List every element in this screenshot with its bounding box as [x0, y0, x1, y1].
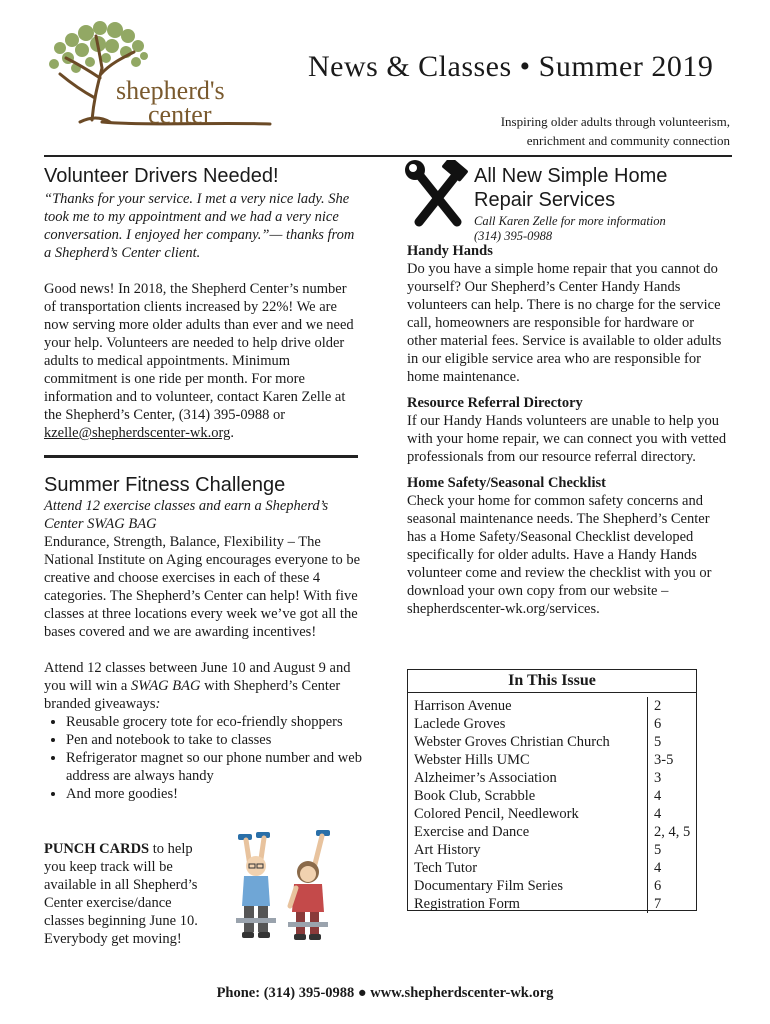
resource-referral-body: If our Handy Hands volunteers are unable to help you with your home repair, we can connect you with vetted professionals from our resource referral directory. [407, 413, 727, 465]
issue-topic: Webster Groves Christian Church [408, 733, 648, 751]
fitness-para2 [44, 659, 362, 713]
fitness-para2-a: Attend 12 classes between June 10 and August 9 and you will win a [44, 660, 351, 694]
issue-page: 4 [654, 788, 662, 804]
fitness-subhead: Attend 12 exercise classes and earn a Shepherd’s Center SWAG BAG [44, 498, 329, 532]
issue-topic: Colored Pencil, Needlework [408, 805, 648, 823]
issue-topic: Exercise and Dance [408, 823, 648, 841]
issue-topic: Harrison Avenue [408, 697, 648, 715]
fitness-section [44, 473, 362, 803]
list-item: • And more goodies! [66, 785, 362, 803]
newsletter-title: News & Classes • Summer 2019 [308, 50, 714, 83]
logo-text-center: center [148, 100, 212, 129]
issue-topic: Laclede Groves [408, 715, 648, 733]
issue-topic: Webster Hills UMC [408, 751, 648, 769]
table-row [408, 895, 696, 913]
table-row [408, 697, 696, 715]
issue-page: 5 [654, 842, 662, 858]
footer-contact: Phone: (314) 395-0988 ● www.shepherdscenter-wk.org [216, 985, 554, 1001]
issue-table [408, 693, 696, 913]
home-safety-title: Home Safety/Seasonal Checklist [407, 475, 606, 491]
list-item: • Reusable grocery tote for eco-friendly shoppers [66, 713, 362, 731]
volunteer-quote: “Thanks for your service. I met a very nice lady. She took me to my appointment and we had a very nice conversation. I enjoyed her company.”— thanks from a Shepherd’s Center client. [44, 191, 355, 261]
swag-bag-text: SWAG BAG [131, 678, 201, 694]
senior-woman-icon [288, 830, 330, 940]
issue-topic: Book Club, Scrabble [408, 787, 648, 805]
tagline-line-2: enrichment and community connection [526, 133, 730, 148]
issue-topic: Documentary Film Series [408, 877, 648, 895]
table-row [408, 769, 696, 787]
table-row [408, 751, 696, 769]
punch-cards-note [44, 840, 212, 948]
fitness-para2-colon: : [155, 696, 161, 712]
issue-page: 4 [654, 806, 662, 822]
issue-topic: Registration Form [408, 895, 648, 913]
table-row [408, 733, 696, 751]
repair-heading-line-2: Repair Services [474, 189, 616, 211]
section-divider [44, 455, 358, 458]
tagline-line-1: Inspiring older adults through volunteerism, [500, 114, 730, 129]
issue-page: 4 [654, 860, 662, 876]
header-divider [44, 155, 732, 157]
punch-cards-text: to help you keep track will be available in all Shepherd’s Center exercise/dance classes beginning June 10. Everybody get moving! [44, 841, 198, 947]
issue-topic: Tech Tutor [408, 859, 648, 877]
table-row [408, 805, 696, 823]
logo-text-shepherds: shepherd's [116, 76, 225, 105]
in-this-issue-box [407, 669, 697, 911]
issue-page: 7 [654, 896, 662, 912]
table-row [408, 841, 696, 859]
table-row [408, 877, 696, 895]
volunteer-body-text: Good news! In 2018, the Shepherd Center’s number of transportation clients increased by 22%! We are now serving more older adults than ever and we need your help. Volunteers are needed to help drive older adults to medical appointments. Minimum commitment is one ride per month. For more information and to volunteer, contact Karen Zelle at the Shepherd’s Center, (314) 395-0988 or [44, 281, 354, 423]
giveaway-list [44, 713, 362, 803]
repair-heading-line-1: All New Simple Home [474, 165, 668, 187]
hammer-wrench-icon [405, 160, 469, 230]
fitness-body: Endurance, Strength, Balance, Flexibility – The National Institute on Aging encourages everyone to be creative and choose exercises in each of these 4 categories. The Shepherd’s Center can help! With five classes at three locations every week we’ve got all the bases covered and we are awarding incentives! [44, 534, 361, 640]
issue-page: 5 [654, 734, 662, 750]
fitness-para2-b: with Shepherd’s Center branded giveaways [44, 678, 341, 712]
volunteer-section [44, 164, 362, 442]
volunteer-email-tail: . [230, 425, 234, 441]
list-item: • Refrigerator magnet so our phone number and web address are always handy [66, 749, 362, 785]
resource-referral-title: Resource Referral Directory [407, 395, 583, 411]
tagline [400, 112, 730, 150]
repair-contact-line-1: Call Karen Zelle for more information [474, 214, 666, 228]
table-row [408, 859, 696, 877]
volunteer-body [44, 280, 362, 442]
issue-topic: Alzheimer’s Association [408, 769, 648, 787]
punch-cards-label: PUNCH CARDS [44, 841, 150, 857]
logo [40, 18, 280, 138]
table-row [408, 715, 696, 733]
issue-topic: Art History [408, 841, 648, 859]
home-safety-body: Check your home for common safety concerns and seasonal maintenance needs. The Shepherd’s Center has a Home Safety/Seasonal Checklist developed specifically for older adults. Have a Handy Hands volunteer come and review the checklist with you or download your own copy from our website – shepherdscenter-wk.org/services. [407, 493, 712, 617]
issue-page: 6 [654, 716, 662, 732]
table-row [408, 823, 696, 841]
volunteer-email-link[interactable]: kzelle@shepherdscenter-wk.org [44, 425, 231, 441]
in-this-issue-heading: In This Issue [408, 670, 696, 693]
table-row [408, 787, 696, 805]
handy-hands-body: Do you have a simple home repair that you cannot do yourself? Our Shepherd’s Center Handy Hands volunteers can help. There is no charge for the service call, homeowners are responsible for hardware or other material fees. Service is available to older adults in our eligible service area who are responsible for home maintenance. [407, 261, 722, 385]
issue-page: 2, 4, 5 [654, 824, 691, 840]
handy-hands-title: Handy Hands [407, 243, 493, 259]
issue-page: 3 [654, 770, 662, 786]
exercise-illustration [220, 826, 350, 951]
list-item: • Pen and notebook to take to classes [66, 731, 362, 749]
issue-page: 6 [654, 878, 662, 894]
repair-contact-line-2: (314) 395-0988 [474, 229, 553, 243]
repair-sections [407, 242, 727, 618]
fitness-heading: Summer Fitness Challenge [44, 474, 286, 496]
senior-man-icon [236, 832, 276, 938]
issue-page: 3-5 [654, 752, 674, 768]
issue-page: 2 [654, 698, 662, 714]
volunteer-heading: Volunteer Drivers Needed! [44, 165, 279, 187]
repair-heading [474, 164, 734, 244]
